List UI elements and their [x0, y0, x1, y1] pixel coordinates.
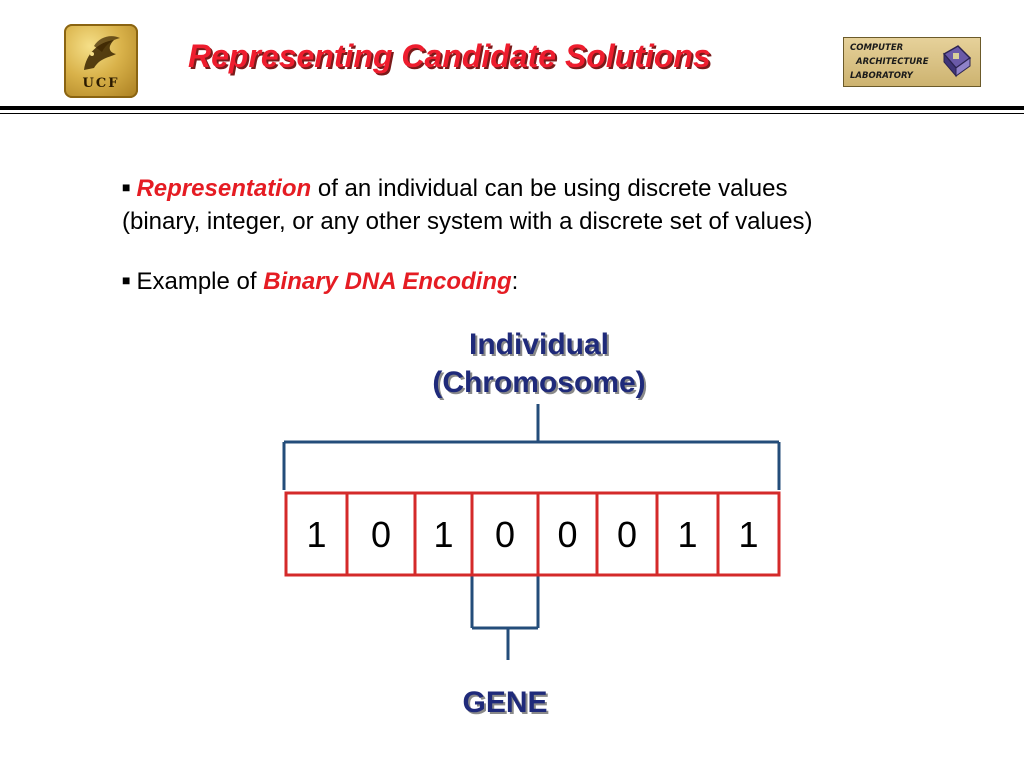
bit-value: 1 [738, 514, 759, 555]
gene-label: GENE [462, 686, 548, 719]
bit-value: 0 [616, 514, 638, 555]
chromosome-label: (Chromosome) [432, 366, 646, 399]
square-bullet-icon: ■ [122, 179, 131, 195]
bit-cells [286, 493, 779, 575]
bullet-suffix: : [511, 268, 519, 295]
bit-value: 0 [557, 514, 578, 555]
chromosome-bracket [284, 404, 779, 490]
logo-line-architecture: ARCHITECTURE [856, 57, 929, 67]
ucf-logo-text: UCF [82, 76, 120, 91]
individual-label: Individual [468, 328, 609, 361]
logo-line-laboratory: LABORATORY [850, 71, 913, 81]
logo-line-computer: COMPUTER [850, 43, 904, 53]
bit-value: 0 [494, 514, 516, 555]
bit-value: 1 [677, 514, 698, 555]
bullet-text: of an individual can be using discrete values [311, 175, 788, 202]
bit-value: 1 [433, 514, 454, 555]
bullet-text: Example of [136, 268, 264, 295]
bit-value: 1 [306, 514, 327, 555]
slide-title: Representing Candidate Solutions [188, 38, 711, 74]
gene-bracket [472, 576, 538, 660]
term-binary-dna-encoding: Binary DNA Encoding [263, 268, 512, 295]
bit-value: 0 [370, 514, 392, 555]
bullet-text-continued: (binary, integer, or any other system with a discrete set of values) [122, 208, 813, 235]
square-bullet-icon: ■ [122, 272, 131, 288]
term-representation: Representation [136, 175, 312, 202]
